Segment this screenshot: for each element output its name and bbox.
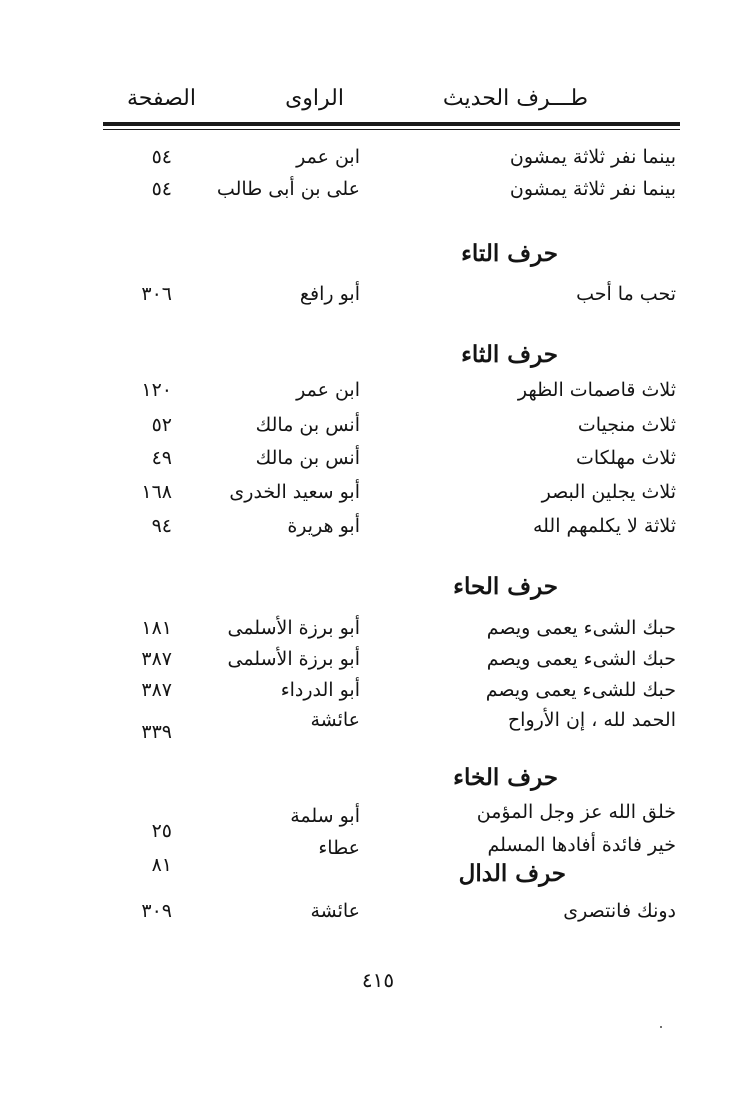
page-ref: ٥٤ (151, 178, 172, 200)
hadith-text: حبك للشىء يعمى ويصم (485, 679, 676, 701)
index-row (0, 175, 756, 209)
index-row (0, 376, 756, 410)
index-row (0, 444, 756, 478)
narrator-name: أبو رافع (299, 283, 360, 305)
page-ref: ٣٨٧ (141, 648, 172, 670)
index-row (0, 512, 756, 546)
narrator-name: على بن أبى طالب (216, 178, 360, 200)
narrator-name: أبو سلمة (290, 805, 360, 827)
print-speck (660, 1026, 662, 1028)
section-heading-thaa: حرف الثاء (461, 341, 558, 368)
hadith-text: بينما نفر ثلاثة يمشون (509, 178, 676, 200)
narrator-name: أنس بن مالك (255, 414, 360, 436)
page-ref: ٢٥ (151, 820, 172, 842)
section-heading-haa: حرف الحاء (453, 573, 558, 600)
page-ref: ٣٠٩ (141, 900, 172, 922)
narrator-name: أبو هريرة (287, 515, 360, 537)
narrator-name: أبو الدرداء (280, 679, 360, 701)
narrator-name: أنس بن مالك (255, 447, 360, 469)
hadith-text: خلق الله عز وجل المؤمن (476, 801, 676, 823)
page-ref: ٥٤ (151, 146, 172, 168)
hadith-text: ثلاث يجلين البصر (541, 481, 676, 503)
hadith-text: ثلاث قاصمات الظهر (517, 379, 676, 401)
hadith-text: دونك فانتصرى (563, 900, 676, 922)
narrator-name: أبو برزة الأسلمى (227, 648, 360, 670)
hadith-text: تحب ما أحب (576, 283, 676, 305)
page-ref: ١٦٨ (141, 481, 172, 503)
column-header-hadith: طـــرف الحديث (442, 86, 588, 111)
hadith-text: بينما نفر ثلاثة يمشون (509, 146, 676, 168)
narrator-name: عطاء (318, 837, 360, 859)
hadith-text: ثلاث مهلكات (576, 447, 676, 469)
page-ref: ٨١ (151, 854, 172, 876)
section-heading-khaa: حرف الخاء (453, 764, 558, 791)
index-row (0, 706, 756, 743)
index-row (0, 478, 756, 512)
column-header-narrator: الراوى (285, 86, 344, 111)
column-header-page: الصفحة (126, 86, 196, 111)
narrator-name: ابن عمر (296, 146, 360, 168)
page-ref: ٥٢ (151, 414, 172, 436)
page-ref: ٣٣٩ (141, 721, 172, 743)
index-row (0, 897, 756, 931)
page-ref: ٣٠٦ (141, 283, 172, 305)
page-ref: ٩٤ (151, 515, 172, 537)
narrator-name: أبو سعيد الخدرى (229, 481, 360, 503)
index-row (0, 411, 756, 445)
page-ref: ١٢٠ (141, 379, 172, 401)
hadith-text: الحمد لله ، إن الأرواح (507, 709, 676, 731)
hadith-text: خير فائدة أفادها المسلم (487, 834, 676, 856)
index-row (0, 143, 756, 177)
page-ref: ٤٩ (151, 447, 172, 469)
page-number: ٤١٥ (361, 968, 395, 992)
page-ref: ١٨١ (141, 617, 172, 639)
index-row (0, 645, 756, 679)
index-row (0, 676, 756, 710)
section-heading-dal: حرف الدال (458, 860, 566, 887)
index-row (0, 614, 756, 648)
narrator-name: ابن عمر (296, 379, 360, 401)
hadith-text: ثلاثة لا يكلمهم الله (532, 515, 676, 537)
hadith-text: حبك الشىء يعمى ويصم (486, 617, 676, 639)
page-ref: ٣٨٧ (141, 679, 172, 701)
narrator-name: عائشة (310, 709, 360, 731)
hadith-text: ثلاث منجيات (577, 414, 676, 436)
header-rule-thin (103, 129, 680, 130)
hadith-text: حبك الشىء يعمى ويصم (486, 648, 676, 670)
narrator-name: عائشة (310, 900, 360, 922)
index-row (0, 280, 756, 314)
header-rule-thick (103, 122, 680, 126)
section-heading-taa: حرف التاء (461, 240, 558, 267)
narrator-name: أبو برزة الأسلمى (227, 617, 360, 639)
